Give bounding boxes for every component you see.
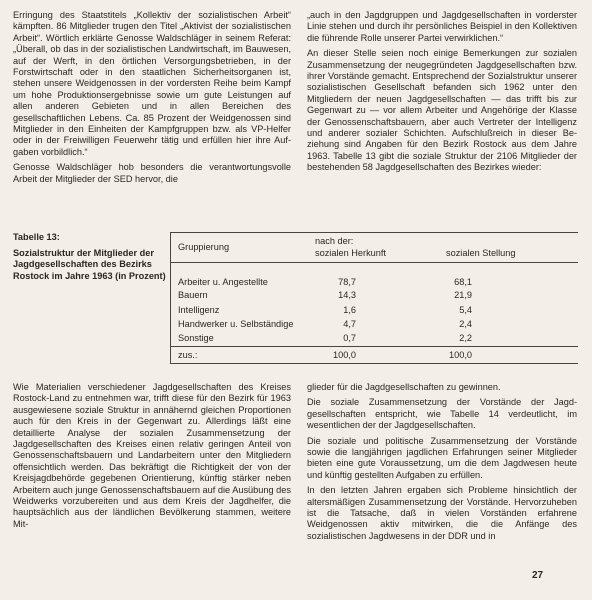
text-column-left-bottom [13,382,291,534]
column-header-stellung: sozialen Stellung [446,248,516,258]
total-label: zus.: [178,350,198,360]
paragraph: An dieser Stelle seien noch einige Bemerkungen zur sozialen Zusammensetzung der neugegründeten Jagdgesellschaften bzw. ihrer Vorstände gemacht. Entsprechend der Sozialstruktur unserer sozialistischen Gesellschaft befanden sich 1962 unter den Mitgliedern der neuen Jagdgesellschaften — das trifft bis zur Gegenwart zu — vor allem Arbeiter und Angehörige der Klasse der Genossenschaftsbauern, aber auch Vertreter der Intelligenz und anderer sozialer Schichten. Aufschlußreich in dieser Beziehung sind Angaben für den Bezirk Rostock aus dem Jahre 1963. Tabelle 13 gibt die soziale Struktur der 2106 Mitglieder der bestehenden 58 Jagdgesellschaften des Bezirkes wieder: [307,48,577,173]
row-herkunft: 78,7 [338,277,356,287]
paragraph: Wie Materialien verschiedener Jagdgesellschaften des Kreises Rostock-Land zu entnehmen war, trifft diese für den Bezirk für 1963 ausgewiesene soziale Struktur in annähernd gleichen Proportionen auch für den Kreis in der Gegenwart zu. Allerdings läßt eine detaillierte Analyse der sozialen Zusammensetzung der Jagdgesellschaften des Kreises einen relativ geringen Anteil von Genossenschaftsbauern und Landarbeitern unter den Mitgliedern offensichtlich werden. Das bekräftigt die Richtigkeit der von der Kreisjagdbehörde gegebenen Orientierung, künftig stärker neben Arbeitern auch junge Genossenschaftsbauern auf die Ausübung des Weidwerks vorzubereiten und aus dem Kreis der Jagdhelfer, die hauptsächlich aus der ländlichen Bevölkerung stammen, weitere Mit- [13,382,291,529]
table-caption-text: Sozialstruktur der Mitglieder der Jagdgesellschaften des Bezirks Rostock im Jahre 1963 (in Prozent) [13,247,166,281]
social-structure-table [170,232,578,364]
table-rule-header [170,262,578,263]
row-stellung: 2,4 [459,319,472,329]
text-column-right-bottom [307,382,577,546]
column-header-herkunft: sozialen Herkunft [315,248,386,258]
table-rule-sum [170,346,578,347]
table-rule-bottom [170,363,578,364]
paragraph: Genosse Waldschläger hob besonders die verantwortungsvolle Arbeit der Mitglieder der SED hervor, die [13,162,291,184]
row-herkunft: 4,7 [343,319,356,329]
row-stellung: 21,9 [454,290,472,300]
column-header-nach-der: nach der: [315,236,354,246]
row-stellung: 2,2 [459,333,472,343]
text-column-right-top [307,10,577,178]
total-stellung: 100,0 [449,350,472,360]
paragraph: „auch in den Jagdgruppen und Jagdgesellschaften in vorderster Linie stehen und durch ihr persönliches Beispiel in den Kollektiven die führende Rolle unserer Partei verwirklichen.“ [307,10,577,43]
row-label: Intelligenz [178,305,220,315]
paragraph: Erringung des Staatstitels „Kollektiv der sozialistischen Arbeit“ kämpften. 86 Mitglieder trugen den Titel „Aktivist der sozialistischen Arbeit“. Wörtlich erklärte Genosse Waldschläger in seinem Referat: „Überall, ob das in der sozialistischen Landwirtschaft, im Bauwesen, auf der Werft, in den örtlichen Versorgungsbetrieben, in der Forstwirtschaft oder in den staatlichen Sicherheitsorganen ist, stehen unsere Weidgenossen in der vordersten Reihe beim Kampf um hohe Produktionsergebnisse sowie um gute Leistungen auf allen anderen Gebieten und in allen Bereichen des gesellschaftlichen Lebens. Ca. 85 Prozent der Weidgenossen sind Mitglieder in den Einheiten der Kampfgruppen bzw. als VP-Helfer oder in der Freiwilligen Feuerwehr tätig und erfüllen hier ihre Aufgaben vorbildlich.“ [13,10,291,157]
column-header-group: Gruppierung [178,242,230,252]
row-label: Handwerker u. Selbständige [178,319,294,329]
row-stellung: 68,1 [454,277,472,287]
paragraph: glieder für die Jagdgesellschaften zu gewinnen. [307,382,501,392]
table-caption [13,232,183,282]
row-label: Sonstige [178,333,214,343]
table-rule-top [170,232,578,233]
row-label: Bauern [178,290,208,300]
paragraph: In den letzten Jahren ergaben sich Probleme hinsichtlich der altersmäßigen Zusammensetzung der Vorstände. Hervorzuheben ist die Tatsache, daß in vielen Vorständen erfahrene Weidgenossen aktiv mitwirken, die die Anfänge des sozialistischen Jagdwesens in der DDR und in [307,485,577,541]
table-caption-label: Tabelle 13: [13,232,60,242]
paragraph: Die soziale und politische Zusammensetzung der Vorstände sowie die langjährigen jagdlichen Erfahrungen seiner Mitglieder bieten eine gute Voraussetzung, um die dem Jagdwesen heute und künftig gestellten Aufgaben zu erfüllen. [307,435,577,480]
table-rule-left [170,232,171,364]
row-herkunft: 14,3 [338,290,356,300]
total-herkunft: 100,0 [333,350,356,360]
row-label: Arbeiter u. Angestellte [178,277,268,287]
paragraph: Die soziale Zusammensetzung der Vorstände der Jagdgesellschaften entspricht, wie Tabelle 14 verdeutlicht, im wesentlichen der der Jagdgesellschaften. [307,397,577,431]
text-column-left-top [13,10,291,189]
row-stellung: 5,4 [459,305,472,315]
page-number: 27 [532,570,544,581]
row-herkunft: 1,6 [343,305,356,315]
row-herkunft: 0,7 [343,333,356,343]
